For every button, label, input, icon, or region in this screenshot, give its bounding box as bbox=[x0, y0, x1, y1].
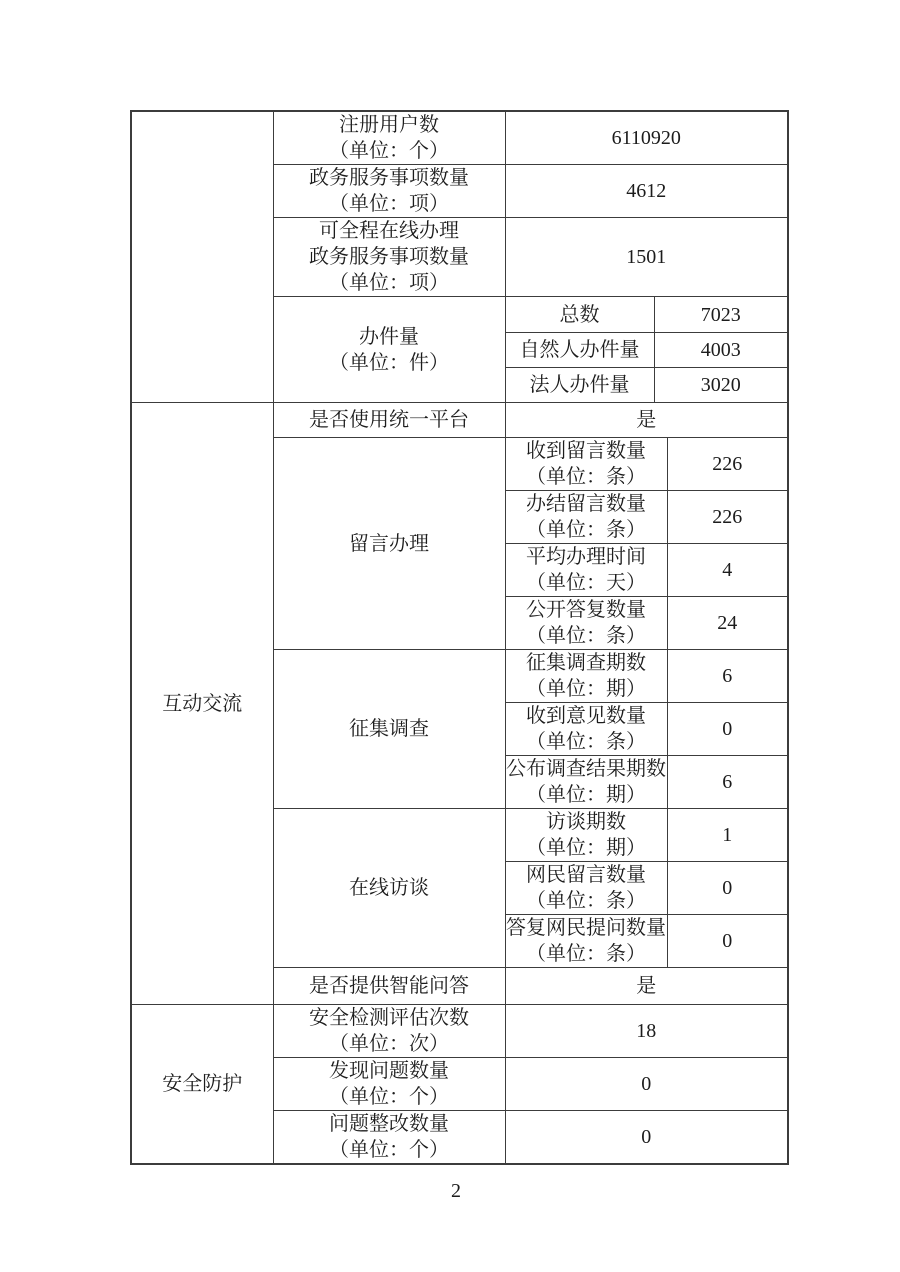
section-c-category-cell: 安全防护 bbox=[131, 1005, 273, 1165]
interviews-periods-value: 1 bbox=[667, 809, 788, 862]
interviews-messages-label-cell bbox=[505, 862, 667, 915]
messages-avgtime-value: 4 bbox=[667, 544, 788, 597]
table-row bbox=[131, 403, 788, 438]
surveys-results-value: 6 bbox=[667, 756, 788, 809]
section-a-category-cell bbox=[131, 111, 273, 403]
smart-qa-value: 是 bbox=[505, 968, 788, 1005]
security-checks-label-cell bbox=[273, 1005, 505, 1058]
messages-resolved-value: 226 bbox=[667, 491, 788, 544]
table-row bbox=[131, 111, 788, 165]
surveys-opinions-unit: （单位：条） bbox=[526, 731, 646, 753]
surveys-periods-unit: （单位：期） bbox=[526, 678, 646, 700]
interviews-messages-value: 0 bbox=[667, 862, 788, 915]
security-problems-label-cell bbox=[273, 1058, 505, 1111]
interviews-group-label: 在线访谈 bbox=[273, 809, 505, 968]
interviews-periods-label-cell bbox=[505, 809, 667, 862]
security-checks-unit: （单位：次） bbox=[329, 1033, 449, 1055]
volume-label: 办件量 bbox=[359, 325, 419, 348]
surveys-results-label: 公布调查结果期数 bbox=[506, 758, 666, 780]
messages-resolved-label: 办结留言数量 bbox=[526, 493, 646, 515]
interviews-messages-label: 网民留言数量 bbox=[526, 864, 646, 886]
surveys-results-label-cell bbox=[505, 756, 667, 809]
service-items-unit: （单位：项） bbox=[329, 193, 449, 215]
online-items-unit: （单位：项） bbox=[329, 272, 449, 294]
online-items-label-cell bbox=[273, 218, 505, 297]
messages-avgtime-label-cell bbox=[505, 544, 667, 597]
messages-public-unit: （单位：条） bbox=[526, 625, 646, 647]
interviews-replies-unit: （单位：条） bbox=[526, 943, 646, 965]
interviews-replies-label: 答复网民提问数量 bbox=[506, 917, 666, 939]
surveys-opinions-value: 0 bbox=[667, 703, 788, 756]
service-items-label: 政务服务事项数量 bbox=[309, 167, 469, 189]
registered-users-label: 注册用户数 bbox=[339, 114, 439, 136]
messages-avgtime-unit: （单位：天） bbox=[526, 572, 646, 594]
volume-natural-value: 4003 bbox=[654, 333, 788, 368]
registered-users-label-cell bbox=[273, 111, 505, 165]
surveys-periods-label: 征集调查期数 bbox=[526, 652, 646, 674]
volume-unit: （单位：件） bbox=[329, 351, 449, 374]
surveys-opinions-label: 收到意见数量 bbox=[526, 705, 646, 727]
interviews-replies-value: 0 bbox=[667, 915, 788, 968]
volume-total-value: 7023 bbox=[654, 297, 788, 333]
volume-legal-value: 3020 bbox=[654, 368, 788, 403]
section-b-category-cell: 互动交流 bbox=[131, 403, 273, 1005]
service-items-label-cell bbox=[273, 165, 505, 218]
messages-group-label: 留言办理 bbox=[273, 438, 505, 650]
security-problems-value: 0 bbox=[505, 1058, 788, 1111]
messages-received-unit: （单位：条） bbox=[526, 466, 646, 488]
security-fixes-unit: （单位：个） bbox=[329, 1139, 449, 1161]
volume-natural-label: 自然人办件量 bbox=[505, 333, 654, 368]
security-problems-label: 发现问题数量 bbox=[329, 1060, 449, 1082]
volume-label-cell bbox=[273, 297, 505, 403]
volume-total-label: 总数 bbox=[505, 297, 654, 333]
unified-platform-value: 是 bbox=[505, 403, 788, 438]
table-row bbox=[131, 1005, 788, 1058]
interviews-periods-label: 访谈期数 bbox=[546, 811, 626, 833]
messages-public-value: 24 bbox=[667, 597, 788, 650]
registered-users-unit: （单位：个） bbox=[329, 140, 449, 162]
surveys-periods-label-cell bbox=[505, 650, 667, 703]
security-fixes-label-cell bbox=[273, 1111, 505, 1165]
security-checks-value: 18 bbox=[505, 1005, 788, 1058]
surveys-group-label: 征集调查 bbox=[273, 650, 505, 809]
service-items-value: 4612 bbox=[505, 165, 788, 218]
messages-resolved-unit: （单位：条） bbox=[526, 519, 646, 541]
volume-legal-label: 法人办件量 bbox=[505, 368, 654, 403]
online-items-label-line2: 政务服务事项数量 bbox=[309, 246, 469, 268]
unified-platform-label: 是否使用统一平台 bbox=[273, 403, 505, 438]
surveys-results-unit: （单位：期） bbox=[526, 784, 646, 806]
messages-received-label: 收到留言数量 bbox=[526, 440, 646, 462]
report-table bbox=[130, 110, 789, 1165]
interviews-replies-label-cell bbox=[505, 915, 667, 968]
messages-avgtime-label: 平均办理时间 bbox=[526, 546, 646, 568]
security-problems-unit: （单位：个） bbox=[329, 1086, 449, 1108]
security-checks-label: 安全检测评估次数 bbox=[309, 1007, 469, 1029]
messages-received-label-cell bbox=[505, 438, 667, 491]
smart-qa-label: 是否提供智能问答 bbox=[273, 968, 505, 1005]
messages-resolved-label-cell bbox=[505, 491, 667, 544]
messages-public-label-cell bbox=[505, 597, 667, 650]
interviews-messages-unit: （单位：条） bbox=[526, 890, 646, 912]
online-items-label-line1: 可全程在线办理 bbox=[319, 220, 459, 242]
surveys-opinions-label-cell bbox=[505, 703, 667, 756]
surveys-periods-value: 6 bbox=[667, 650, 788, 703]
messages-received-value: 226 bbox=[667, 438, 788, 491]
messages-public-label: 公开答复数量 bbox=[526, 599, 646, 621]
security-fixes-label: 问题整改数量 bbox=[329, 1113, 449, 1135]
security-fixes-value: 0 bbox=[505, 1111, 788, 1165]
registered-users-value: 6110920 bbox=[505, 111, 788, 165]
online-items-value: 1501 bbox=[505, 218, 788, 297]
page-number: 2 bbox=[451, 1180, 461, 1202]
interviews-periods-unit: （单位：期） bbox=[526, 837, 646, 859]
